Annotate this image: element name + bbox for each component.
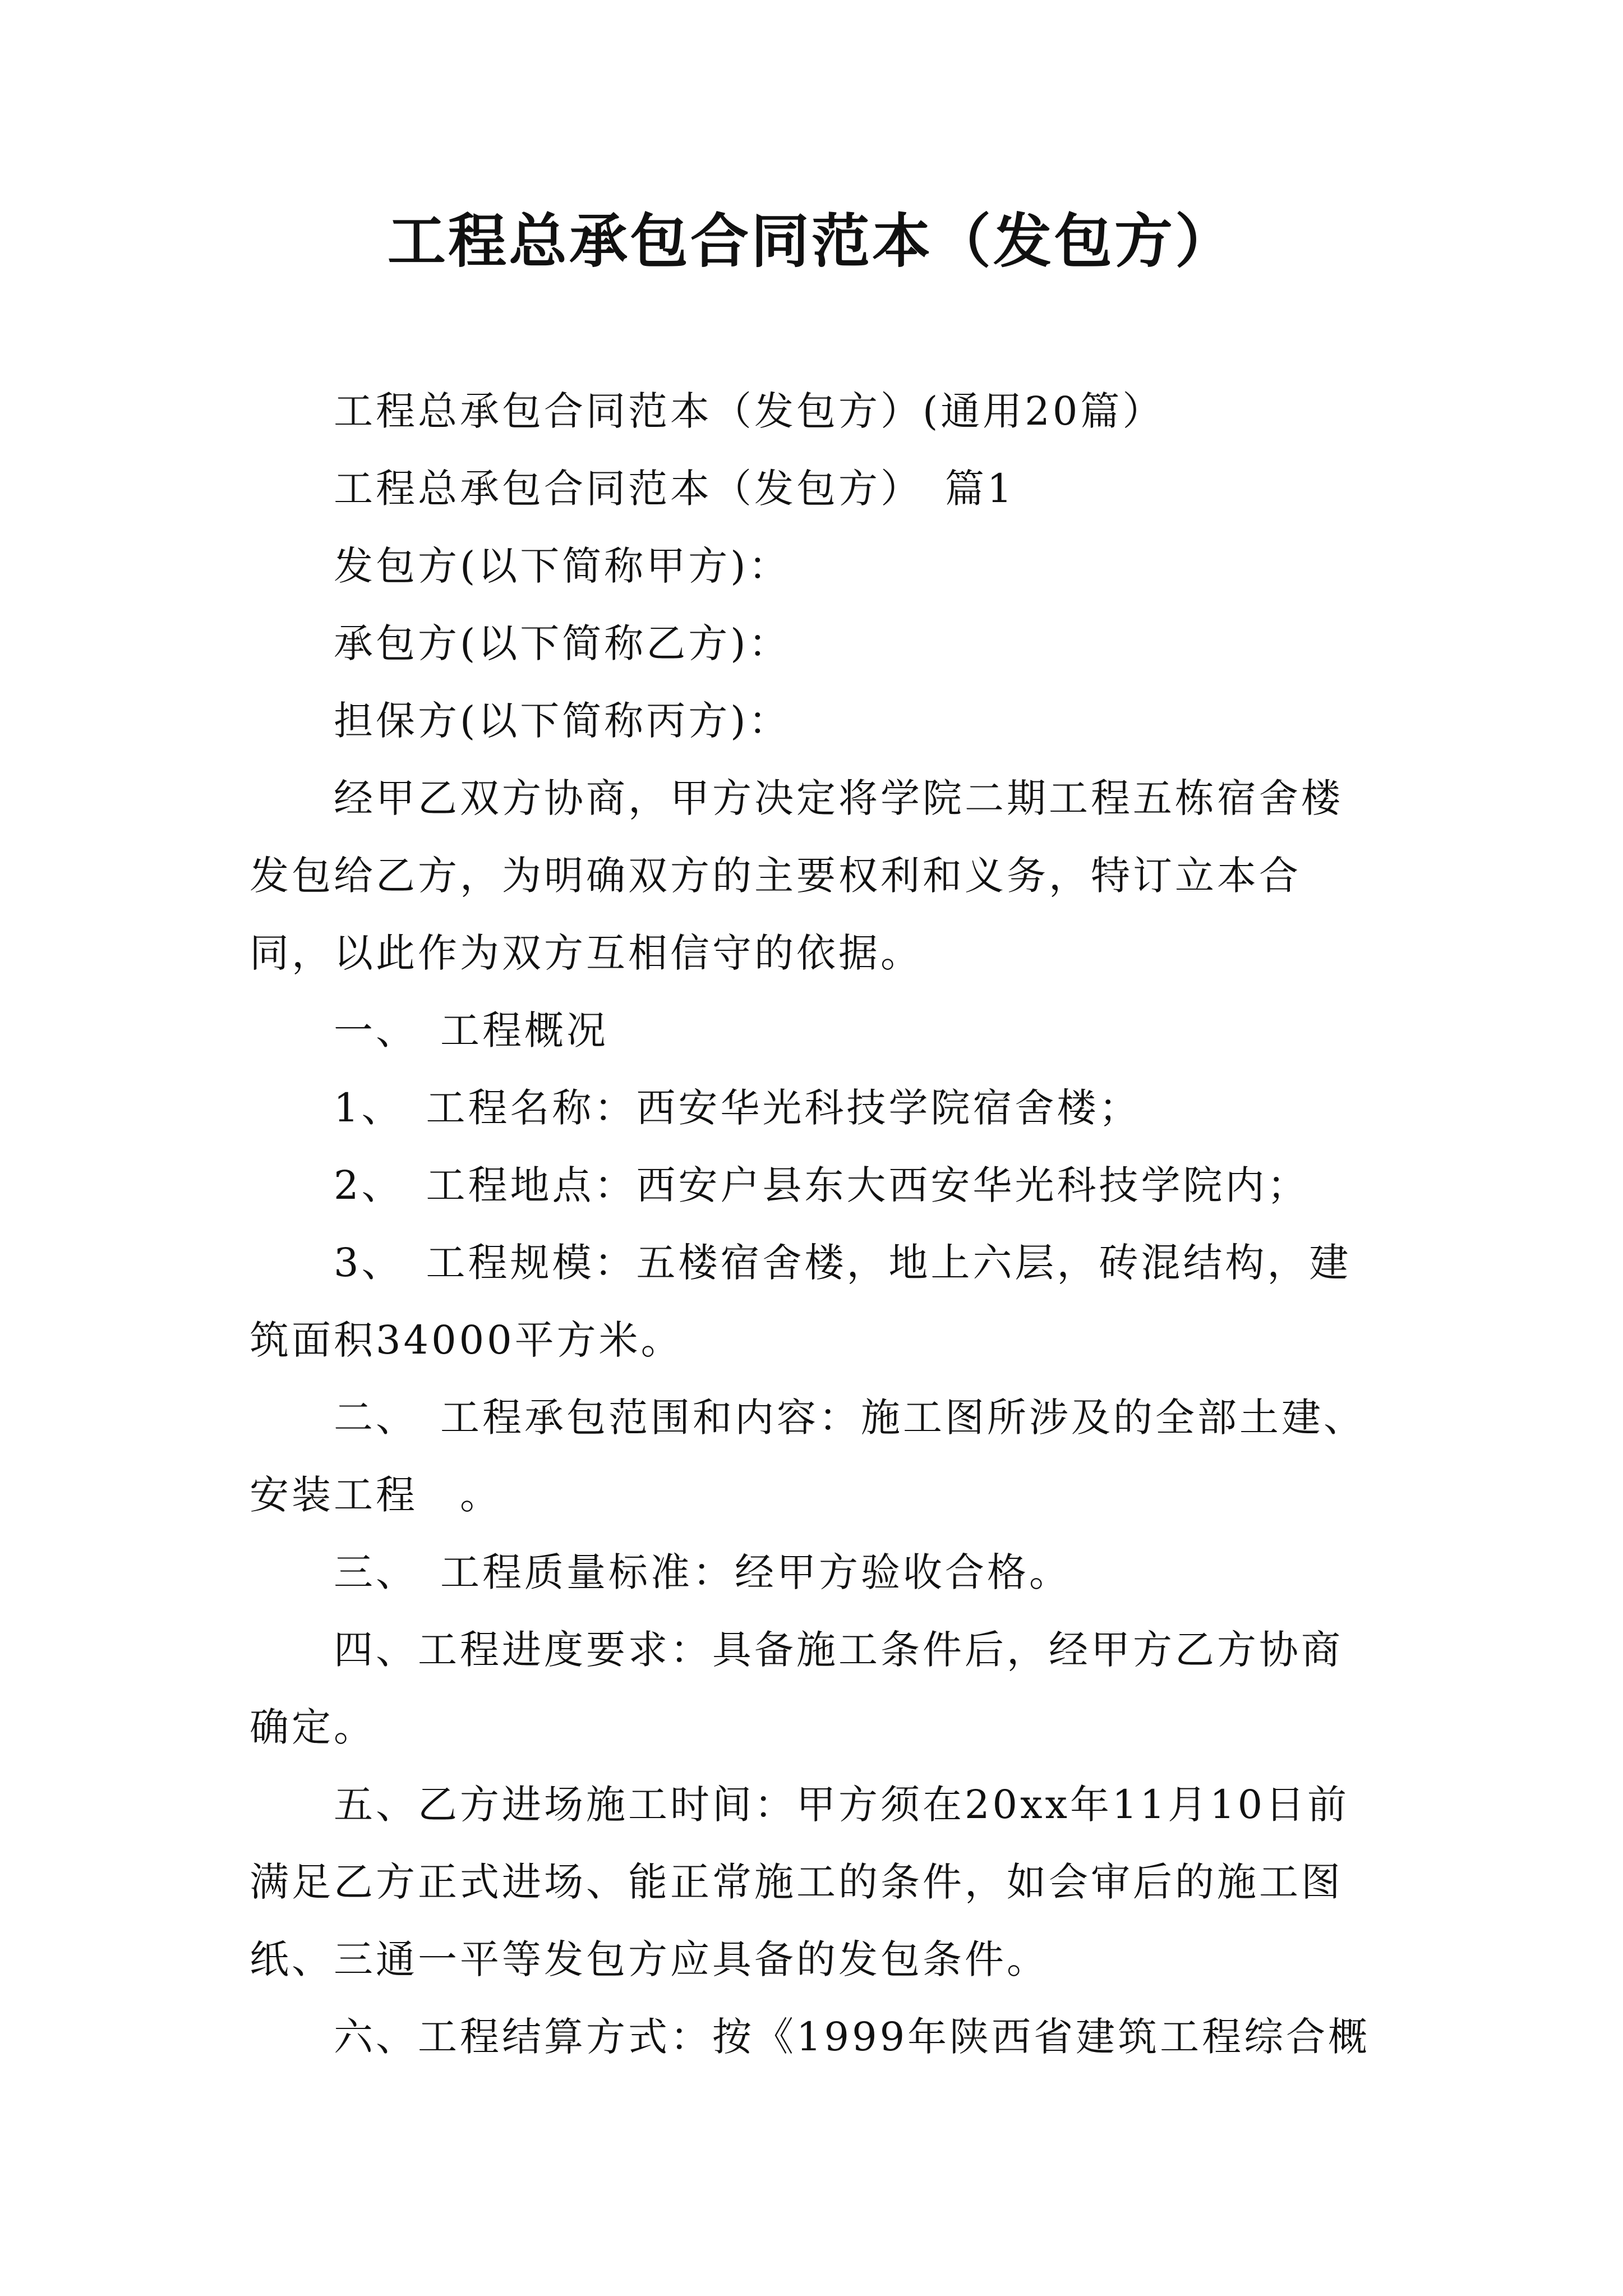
paragraph: 3、 工程规模：五楼宿舍楼，地上六层，砖混结构，建筑面积34000平方米。 [250, 1240, 1352, 1363]
paragraph: 六、工程结算方式：按《1999年陕西省建筑工程综合概 [334, 2014, 1371, 2060]
paragraph: 四、工程进度要求：具备施工条件后，经甲方乙方协商确定。 [250, 1627, 1343, 1750]
paragraph: 三、 工程质量标准：经甲方验收合格。 [334, 1549, 1071, 1595]
paragraph: 担保方(以下简称丙方)： [334, 698, 791, 744]
paragraph: 二、 工程承包范围和内容：施工图所涉及的全部土建、安装工程 。 [250, 1395, 1366, 1518]
document-title: 工程总承包合同范本（发包方） [387, 206, 1235, 275]
paragraph: 经甲乙双方协商，甲方决定将学院二期工程五栋宿舍楼发包给乙方，为明确双方的主要权利和义务，特订立本合同，以此作为双方互相信守的依据。 [250, 775, 1343, 976]
paragraph: 一、 工程概况 [334, 1007, 608, 1053]
paragraph: 发包方(以下简称甲方)： [334, 543, 791, 589]
document-body [250, 372, 1382, 2076]
paragraph: 2、 工程地点：西安户县东大西安华光科技学院内； [334, 1162, 1310, 1208]
paragraph: 1、 工程名称：西安华光科技学院宿舍楼； [334, 1085, 1141, 1131]
paragraph: 五、乙方进场施工时间：甲方须在20xx年11月10日前满足乙方正式进场、能正常施工的条件，如会审后的施工图纸、三通一平等发包方应具备的发包条件。 [250, 1782, 1350, 1982]
paragraph: 工程总承包合同范本（发包方） 篇1 [334, 466, 1015, 512]
paragraph: 承包方(以下简称乙方)： [334, 620, 791, 666]
paragraph: 工程总承包合同范本（发包方）(通用20篇） [334, 388, 1165, 434]
